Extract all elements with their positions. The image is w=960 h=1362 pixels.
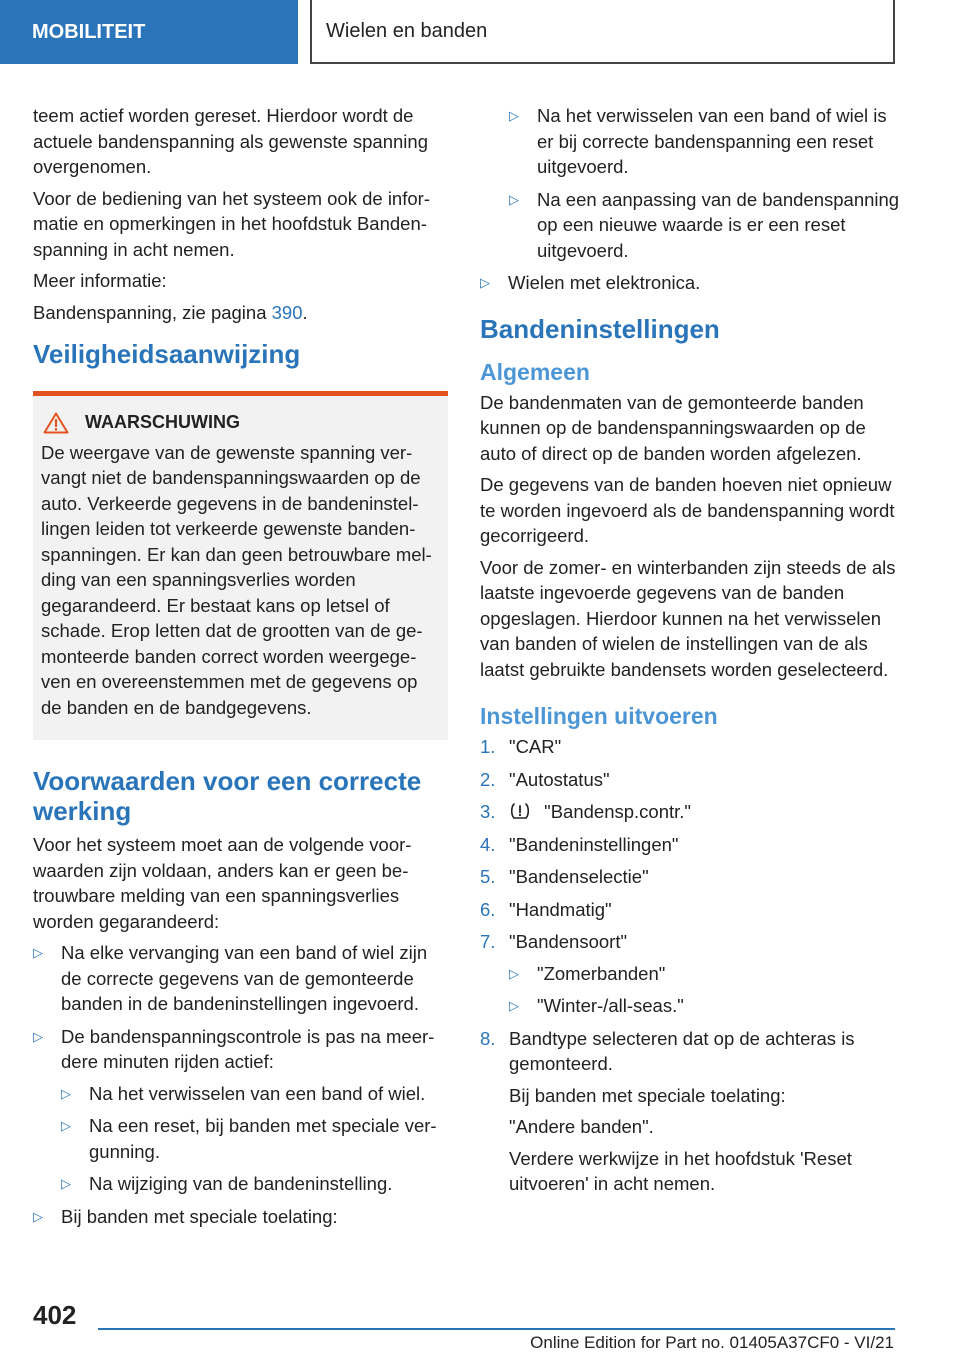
list-item-text: Wielen met elektronica.	[508, 272, 701, 293]
conditions-intro: Voor het systeem moet aan de volgende voorwaarden zijn voldaan, anders kan er geen betrouwbare melding van een spanningsverlies worden gegarandeerd:	[33, 834, 412, 932]
list-item-text: Na een aanpassing van de bandenspanning op een nieuwe waarde is er een reset uitgevoerd.	[537, 188, 900, 261]
step-text: "Bandeninstellingen"	[509, 833, 679, 855]
step-item	[480, 767, 900, 793]
footer-divider	[98, 1328, 895, 1330]
step-text: "CAR"	[509, 736, 562, 757]
warning-box	[33, 391, 448, 740]
triangle-bullet-icon: ▷	[33, 1028, 43, 1044]
step-number: 6.	[480, 898, 496, 920]
warning-text: De weergave van de gewenste spanning vervangt niet de bandenspanningswaarden op de auto. Verkeerde gegevens in de bandeninstellingen leiden tot verkeerde gewenste bandenspanningen. Er kan dan geen betrouwbare melding van een spanningsverlies worden gegarandeerd. Er bestaat kans op letsel of schade. Erop letten dat de grootten van de gemonteerde banden correct worden weergegeven en overeenstemmen met de gegevens op de banden en de bandgegevens.	[41, 441, 432, 718]
step-number: 1.	[480, 736, 496, 757]
triangle-bullet-icon: ▷	[61, 1118, 71, 1133]
triangle-bullet-icon: ▷	[33, 1208, 43, 1224]
tire-settings-heading: Bandeninstellingen	[480, 313, 720, 344]
list-item-text: Na het verwisselen van een band of wiel is er bij correcte bandenspanning een reset uitgevoerd.	[537, 105, 887, 177]
special-tire-list	[480, 103, 900, 263]
chapter-tab: MOBILITEIT	[0, 0, 298, 64]
safety-heading: Veiligheidsaanwijzing	[33, 339, 301, 369]
step-item	[480, 1026, 900, 1197]
list-item-text: "Winter-/all-seas."	[537, 995, 684, 1016]
list-item-text: Na het verwisselen van een band of wiel.	[89, 1082, 426, 1104]
right-column	[480, 103, 900, 1204]
step-number: 2.	[480, 768, 496, 790]
step-note: Bij banden met speciale toelating:	[509, 1084, 786, 1106]
general-paragraph: Voor de zomer- en winterbanden zijn steeds de als laatste ingevoerde gegevens van de banden opgeslagen. Hierdoor kunnen na het verwisselen van banden of wielen de instellingen van de als laatst gebruikte bandensets worden geselecteerd.	[480, 556, 896, 680]
settings-steps	[480, 734, 900, 1197]
intro-paragraph: teem actief worden gereset. Hierdoor wordt de actuele bandenspanning als gewenste spanning overgenomen.	[33, 105, 428, 177]
step-item	[480, 897, 900, 923]
step-number: 5.	[480, 866, 496, 887]
step-text: "Bandensoort"	[509, 931, 628, 952]
general-paragraph: De bandenmaten van de gemonteerde banden kunnen op de bandenspanningswaarden op de auto of direct op de banden worden afgelezen.	[480, 391, 866, 464]
intro-paragraph: Voor de bediening van het systeem ook de informatie en opmerkingen in het hoofdstuk Bandenspanning in acht nemen.	[33, 187, 430, 260]
general-heading: Algemeen	[480, 358, 590, 385]
list-item	[61, 1081, 448, 1107]
warning-title	[41, 410, 440, 436]
list-item-text: Bij banden met speciale toelating:	[61, 1205, 338, 1227]
warning-triangle-icon	[43, 412, 69, 434]
step-number: 7.	[480, 931, 496, 952]
step-note: Verdere werkwijze in het hoofdstuk 'Reset uitvoeren' in acht nemen.	[509, 1147, 852, 1194]
list-item	[509, 103, 900, 180]
list-item-text: Na een reset, bij banden met speciale vergunning.	[89, 1115, 437, 1162]
intro-paragraph: Meer informatie:	[33, 270, 167, 291]
triangle-bullet-icon: ▷	[509, 191, 519, 207]
triangle-bullet-icon: ▷	[509, 998, 519, 1013]
page-reference-text: Bandenspanning, zie pagina	[33, 301, 272, 323]
triangle-bullet-icon: ▷	[33, 945, 43, 960]
list-item	[33, 1204, 448, 1230]
step-item	[480, 864, 900, 890]
footer-edition: Online Edition for Part no. 01405A37CF0 - VI/21	[530, 1333, 894, 1352]
general-paragraph: De gegevens van de banden hoeven niet opnieuw te worden ingevoerd als de bandenspanning wordt gecorrigeerd.	[480, 474, 895, 546]
settings-heading: Instellingen uitvoeren	[480, 703, 718, 729]
list-item	[33, 1024, 448, 1197]
list-item	[509, 187, 900, 264]
step-item	[480, 929, 900, 1019]
warning-label: WAARSCHUWING	[85, 412, 240, 432]
left-column	[33, 103, 448, 1236]
page-reference-suffix: .	[302, 301, 308, 323]
list-item-text: De bandenspanningscontrole is pas na meerdere minuten rijden actief:	[61, 1025, 435, 1072]
list-item-text: Na elke vervanging van een band of wiel zijn de correcte gegevens van de gemonteerde banden in de bandeninstellingen ingevoerd.	[61, 942, 428, 1014]
electronics-list	[480, 270, 900, 296]
step-number: 8.	[480, 1027, 496, 1049]
step-item	[480, 799, 900, 825]
triangle-bullet-icon: ▷	[61, 1085, 71, 1101]
step-note: "Andere banden".	[509, 1116, 654, 1137]
step-text: "Handmatig"	[509, 898, 612, 920]
list-item	[61, 1113, 448, 1164]
list-item	[509, 961, 900, 987]
page-number: 402	[33, 1300, 77, 1330]
nested-list	[61, 1081, 448, 1197]
step-number: 3.	[480, 801, 496, 822]
page-reference	[33, 300, 448, 326]
list-item	[33, 940, 448, 1017]
triangle-bullet-icon: ▷	[61, 1176, 71, 1191]
step-text: "Bandenselectie"	[509, 866, 649, 887]
page-reference-link[interactable]: 390	[271, 301, 303, 323]
conditions-heading: Voorwaarden voor een correcte werking	[33, 766, 422, 826]
tire-type-list	[509, 961, 900, 1019]
triangle-bullet-icon: ▷	[480, 275, 490, 290]
conditions-list	[33, 940, 448, 1229]
list-item	[61, 1171, 448, 1197]
step-text: Bandtype selecteren dat op de achteras is gemonteerd.	[509, 1027, 855, 1074]
list-item	[509, 993, 900, 1019]
triangle-bullet-icon: ▷	[509, 108, 519, 123]
step-text: "Bandensp.contr."	[544, 801, 691, 822]
step-item	[480, 832, 900, 858]
step-item	[480, 734, 900, 760]
step-text: "Autostatus"	[509, 768, 610, 790]
list-item	[480, 270, 900, 296]
section-title: Wielen en banden	[310, 0, 895, 64]
list-item-text: "Zomerbanden"	[537, 962, 666, 984]
list-item-text: Na wijziging van de bandeninstelling.	[89, 1173, 393, 1194]
triangle-bullet-icon: ▷	[509, 965, 519, 981]
tire-pressure-icon	[509, 801, 531, 821]
step-number: 4.	[480, 833, 496, 855]
